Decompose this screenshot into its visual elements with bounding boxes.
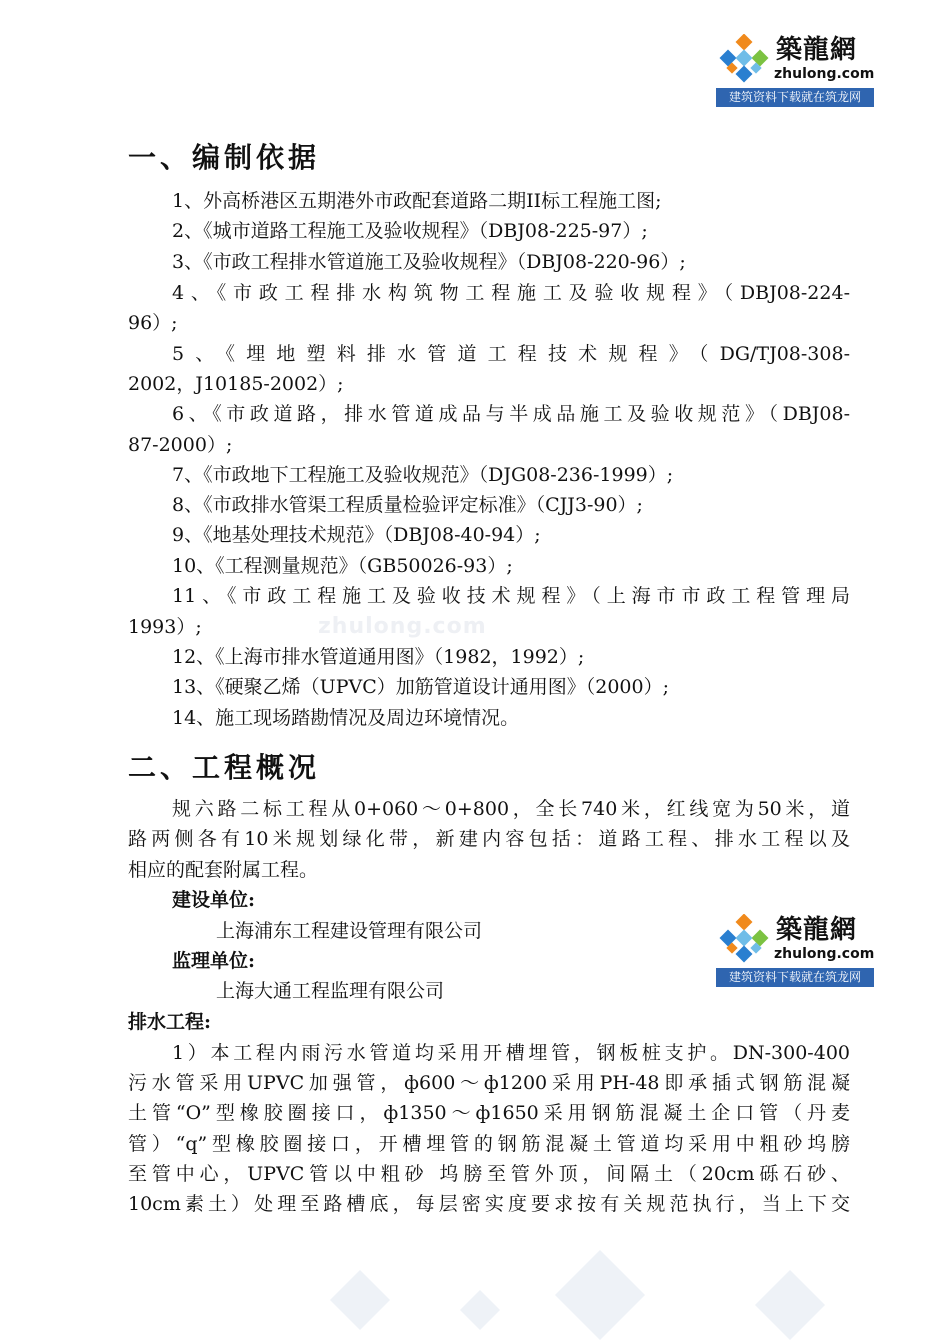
- logo-brand: 築龍網: [776, 915, 858, 945]
- list-item: 5、《埋地塑料排水管道工程技术规程》（DG/TJ08-308-: [172, 343, 850, 365]
- zhulong-logo-middle: [716, 912, 874, 988]
- section-heading-overview: 二、工程概况: [128, 751, 321, 784]
- list-item: 3、《市政工程排水管道施工及验收规程》（DBJ08-220-96）;: [172, 251, 686, 273]
- list-item-continued: 87-2000）;: [128, 434, 233, 456]
- zhulong-mark-icon: [718, 914, 770, 966]
- list-item: 1、外高桥港区五期港外市政配套道路二期II标工程施工图;: [172, 190, 662, 212]
- builder-label: 建设单位:: [172, 889, 256, 911]
- list-item: 4、《市政工程排水构筑物工程施工及验收规程》（DBJ08-224-: [172, 282, 850, 304]
- drainage-paragraph-line: 10cm素土）处理至路槽底，每层密实度要求按有关规范执行，当上下交: [128, 1193, 850, 1215]
- drainage-label: 排水工程:: [128, 1011, 212, 1033]
- drainage-paragraph-line: 管）“q”型橡胶圈接口，开槽埋管的钢筋混凝土管道均采用中粗砂坞膀: [128, 1133, 850, 1155]
- drainage-paragraph-line: 1）本工程内雨污水管道均采用开槽埋管，钢板桩支护。DN-300-400: [172, 1042, 850, 1064]
- list-item: 11、《市政工程施工及验收技术规程》（上海市市政工程管理局: [172, 585, 850, 607]
- list-item: 8、《市政排水管渠工程质量检验评定标准》（CJJ3-90）;: [172, 494, 643, 516]
- list-item-continued: 1993）;: [128, 616, 202, 638]
- list-item: 6、《市政道路，排水管道成品与半成品施工及验收规范》（DBJ08-: [172, 403, 850, 425]
- list-item: 10、《工程测量规范》（GB50026-93）;: [172, 555, 513, 577]
- builder-value: 上海浦东工程建设管理有限公司: [216, 920, 483, 942]
- list-item: 13、《硬聚乙烯（UPVC）加筋管道设计通用图》（2000）;: [172, 676, 669, 698]
- watermark-text: zhulong.com: [318, 614, 487, 639]
- list-item: 2、《城市道路工程施工及验收规程》（DBJ08-225-97）;: [172, 220, 648, 242]
- logo-brand: 築龍網: [776, 35, 858, 65]
- list-item: 12、《上海市排水管道通用图》（1982，1992）;: [172, 646, 585, 668]
- drainage-paragraph-line: 污水管采用UPVC加强管，ф600～ф1200采用PH-48即承插式钢筋混凝: [128, 1072, 850, 1094]
- list-item-continued: 96）;: [128, 312, 178, 334]
- logo-domain: zhulong.com: [774, 946, 875, 962]
- logo-slogan: 建筑资料下载就在筑龙网: [716, 88, 874, 107]
- overview-paragraph-line: 规六路二标工程从0+060～0+800，全长740米，红线宽为50米，道: [172, 798, 850, 820]
- supervisor-value: 上海大通工程监理有限公司: [216, 980, 445, 1002]
- list-item: 14、施工现场踏勘情况及周边环境情况。: [172, 707, 520, 729]
- list-item: 9、《地基处理技术规范》（DBJ08-40-94）;: [172, 524, 541, 546]
- overview-paragraph-line: 相应的配套附属工程。: [128, 859, 319, 881]
- drainage-paragraph-line: 土管“O”型橡胶圈接口，ф1350～ф1650采用钢筋混凝土企口管（丹麦: [128, 1102, 850, 1124]
- zhulong-logo-top: [716, 32, 874, 108]
- section-heading-basis: 一、编制依据: [128, 141, 321, 174]
- zhulong-mark-icon: [718, 34, 770, 86]
- logo-slogan: 建筑资料下载就在筑龙网: [716, 968, 874, 987]
- logo-domain: zhulong.com: [774, 66, 875, 82]
- supervisor-label: 监理单位:: [172, 950, 256, 972]
- list-item: 7、《市政地下工程施工及验收规范》（DJG08-236-1999）;: [172, 464, 674, 486]
- watermark-snowflake-icon: [300, 1250, 950, 1344]
- drainage-paragraph-line: 至管中心，UPVC管以中粗砂 坞膀至管外顶，间隔土（20cm砾石砂、: [128, 1163, 850, 1185]
- overview-paragraph-line: 路两侧各有10米规划绿化带，新建内容包括：道路工程、排水工程以及: [128, 828, 850, 850]
- list-item-continued: 2002，J10185-2002）;: [128, 373, 344, 395]
